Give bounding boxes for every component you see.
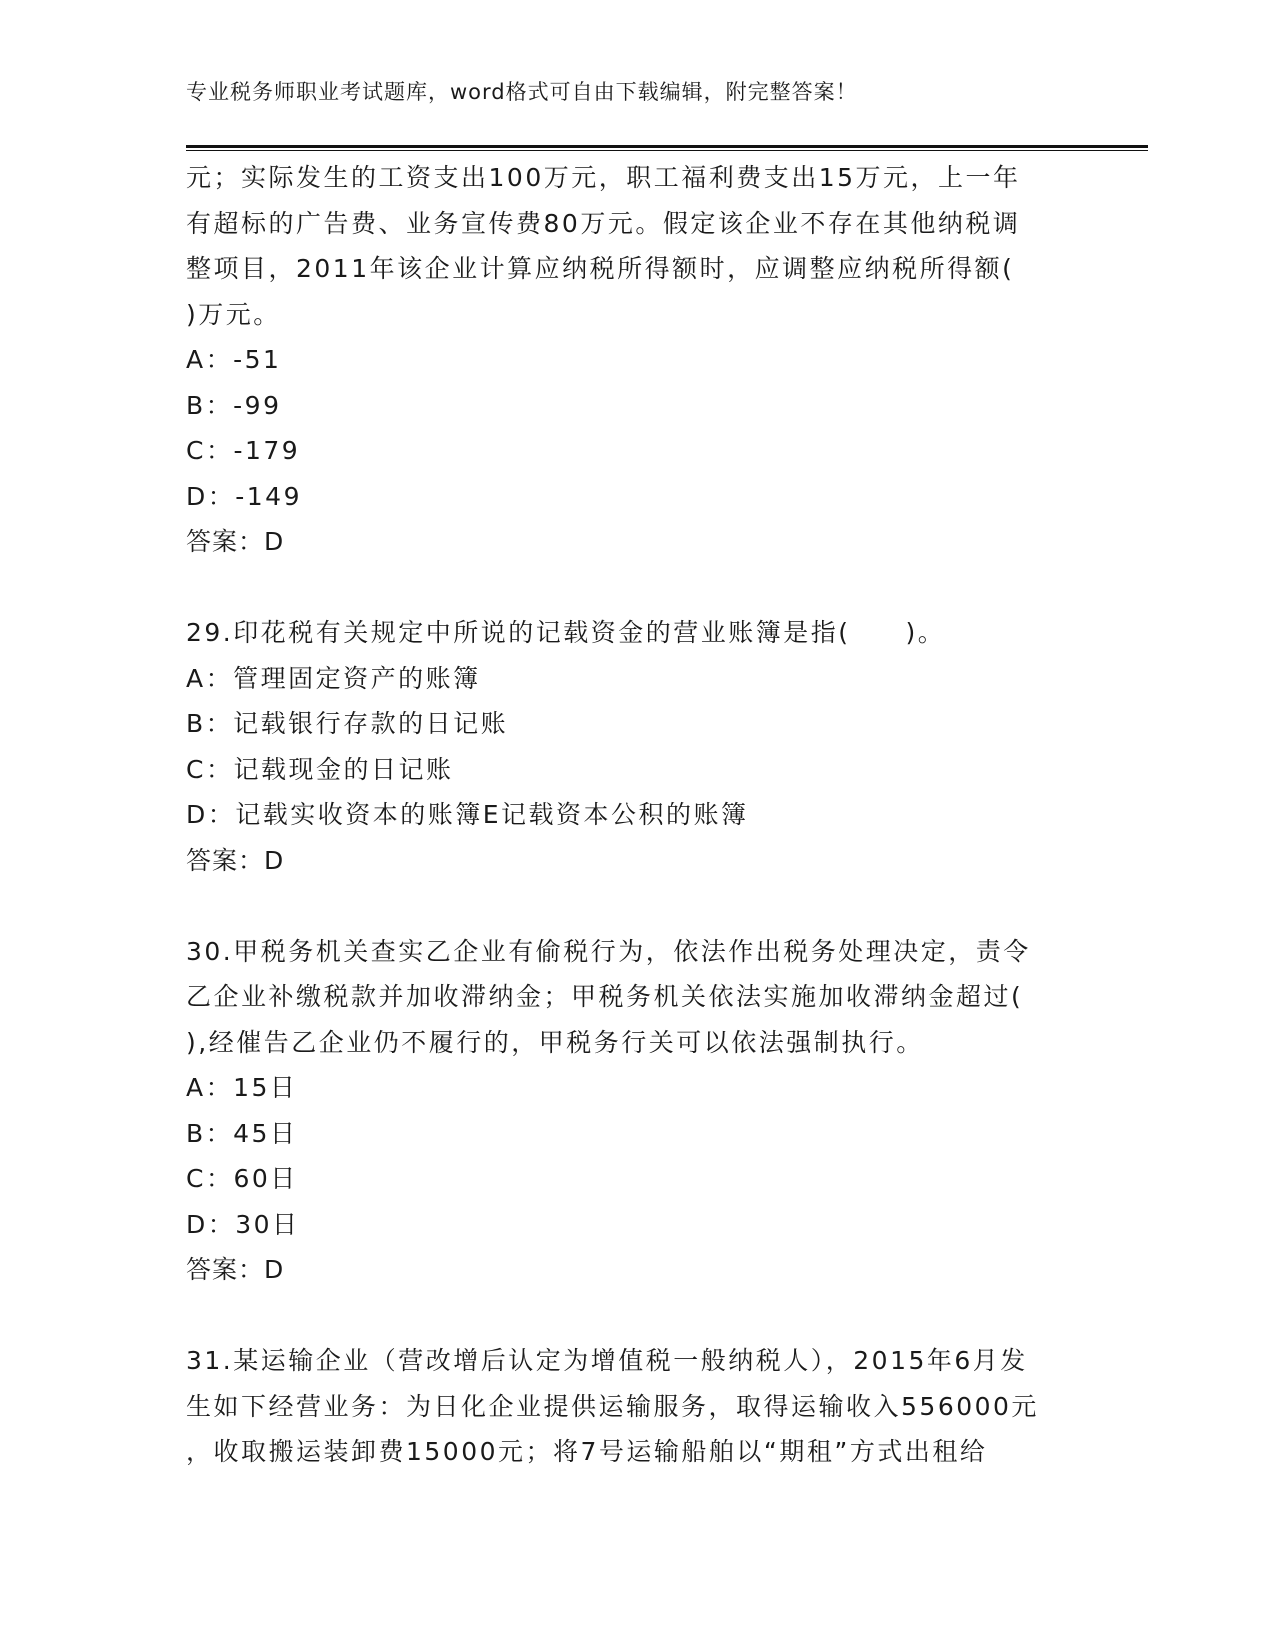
option-d: D：30日 [186,1209,300,1239]
question-text-line: 整项目，2011年该企业计算应纳税所得额时，应调整应纳税所得额( [186,254,1015,283]
question-text-line: 29.印花税有关规定中所说的记载资金的营业账簿是指( )。 [186,618,946,647]
question-text-line: 30.甲税务机关查实乙企业有偷税行为，依法作出税务处理决定，责令 [186,936,1031,966]
option-b: B：-99 [186,390,282,420]
option-d: D：-149 [186,481,302,511]
question-text-line: 有超标的广告费、业务宣传费80万元。假定该企业不存在其他纳税调 [186,208,1021,238]
option-b: B：45日 [186,1118,298,1148]
option-d: D：记载实收资本的账簿E记载资本公积的账簿 [186,800,749,829]
answer: 答案：D [186,845,285,875]
question-text-line: ),经催告乙企业仍不履行的，甲税务行关可以依法强制执行。 [186,1027,924,1057]
header-divider [186,145,1148,151]
question-text-line: 生如下经营业务：为日化企业提供运输服务，取得运输收入556000元 [186,1391,1039,1421]
option-a: A：管理固定资产的账簿 [186,663,481,693]
option-c: C：-179 [186,436,301,465]
option-c: C：60日 [186,1164,298,1193]
answer: 答案：D [186,1255,285,1284]
question-text-line: 31.某运输企业（营改增后认定为增值税一般纳税人），2015年6月发 [186,1346,1028,1375]
page-header: 专业税务师职业考试题库，word格式可自由下载编辑，附完整答案！ [186,80,858,104]
question-text-line: 元；实际发生的工资支出100万元，职工福利费支出15万元，上一年 [186,163,1021,192]
question-text-line: ，收取搬运装卸费15000元；将7号运输船舶以“期租”方式出租给 [186,1437,988,1466]
document-body [186,155,1086,1475]
option-a: A：-51 [186,345,282,374]
question-28 [186,155,1086,565]
option-c: C：记载现金的日记账 [186,754,454,784]
answer: 答案：D [186,527,285,556]
question-31 [186,1338,1086,1475]
question-30 [186,929,1086,1293]
question-text-line: )万元。 [186,299,281,329]
question-text-line: 乙企业补缴税款并加收滞纳金；甲税务机关依法实施加收滞纳金超过( [186,982,1024,1011]
option-a: A：15日 [186,1073,298,1102]
question-29 [186,610,1086,883]
option-b: B：记载银行存款的日记账 [186,709,509,738]
